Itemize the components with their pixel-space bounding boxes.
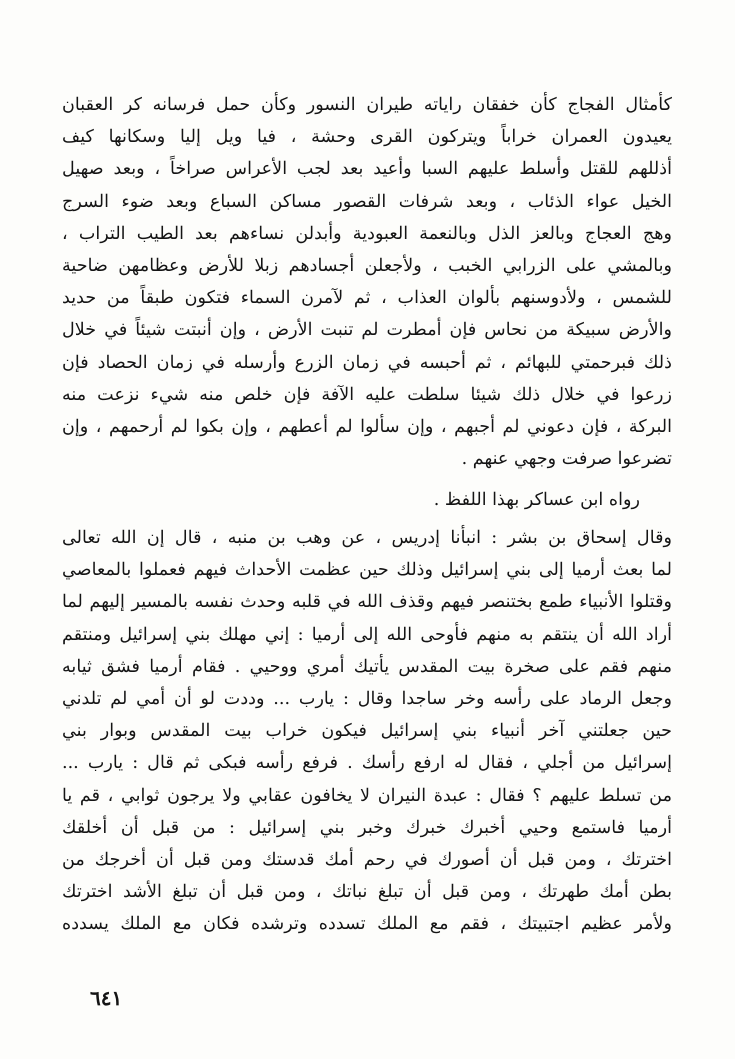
text-line: وقتلوا الأنبياء طمع بختنصر فيهم وقذف الله في قلبه وحدث نفسه بالمسير إليهم لما: [62, 592, 672, 613]
text-line: ولأمر عظيم اجتبيتك ، فقم مع الملك تسدده وترشده فكان مع الملك يسدده: [62, 914, 672, 935]
text-line: البركة ، فإن دعوني لم أجبهم ، وإن سألوا لم أعطهم ، وإن بكوا لم أرحمهم ، وإن: [62, 416, 672, 437]
text-line: ذلك فبرحمتي للبهائم ، ثم أحبسه في زمان الزرع وأرسله في زمان الحصاد فإن: [62, 352, 672, 373]
text-line: الخيل عواء الذئاب ، وبعد شرفات القصور مساكن السباع وبعد ضوء السرج: [62, 191, 672, 212]
text-line: أذللهم للقتل وأسلط عليهم السبا وأعيد بعد لجب الأعراس صراخاً ، وبعد صهيل: [62, 159, 672, 180]
text-line: إسرائيل من أجلي ، فقال له ارفع رأسك . فرفع رأسه فبكى ثم قال : يارب ...: [62, 753, 672, 774]
text-line: من تسلط عليهم ؟ فقال : عبدة النيران لا يخافون عقابي ولا يرجون ثوابي ، قم يا: [62, 785, 672, 806]
text-line: يعيدون العمران خراباً ويتركون القرى وحشة ، فيا ويل إليا وسكانها كيف: [62, 127, 672, 148]
text-line: لما بعث أرميا إلى بني إسرائيل وذلك حين عظمت الأحداث فيهم فعملوا بالمعاصي: [62, 560, 672, 581]
text-line: وهج العجاج وبالعز الذل وبالنعمة العبودية وأبدلن نساءهم بعد الطيب التراب ،: [62, 223, 672, 244]
text-line: بطن أمك طهرتك ، ومن قبل أن تبلغ نباتك ، ومن قبل أن تبلغ الأشد اخترتك: [62, 882, 672, 903]
page-number: ٦٤١: [90, 986, 123, 1010]
citation-line: رواه ابن عساكر بهذا اللفظ .: [433, 490, 640, 510]
text-line: زرعوا في خلال ذلك شيئا سلطت عليه الآفة فإن خلص منه شيء نزعت منه: [62, 384, 672, 405]
paragraph-1: [62, 89, 672, 475]
text-line: أرميا فاستمع وحيي أخبرك خبرك وخبر بني إسرائيل : من قبل أن أخلقك: [62, 817, 672, 838]
paragraph-2: [62, 522, 672, 940]
text-line: حين جعلتني آخر أنبياء بني إسرائيل فيكون خراب بيت المقدس وبوار بني: [62, 721, 672, 742]
text-line: تضرعوا صرفت وجهي عنهم .: [461, 449, 672, 470]
text-line: وبالمشي على الزرابي الخبب ، ولأجعلن أجسادهم زبلا للأرض وعظامهن ضاحية: [62, 255, 672, 276]
text-line: كأمثال الفجاج كأن خفقان راياته طيران النسور وكأن حمل فرسانه كر العقبان: [62, 95, 672, 115]
text-line: أراد الله أن ينتقم به منهم فأوحى الله إلى أرميا : إني مهلك بني إسرائيل ومنتقم: [62, 624, 672, 645]
text-line: منهم فقم على صخرة بيت المقدس يأتيك أمري ووحيي . فقام أرميا فشق ثيابه: [62, 656, 672, 677]
text-line: اخترتك ، ومن قبل أن أصورك في رحم أمك قدستك ومن قبل أن أخرجك من: [62, 849, 672, 870]
text-line: وقال إسحاق بن بشر : انبأنا إدريس ، عن وهب بن منبه ، قال إن الله تعالى: [62, 528, 672, 548]
text-line: وجعل الرماد على رأسه وخر ساجدا وقال : يارب ... وددت لو أن أمي لم تلدني: [62, 688, 672, 709]
text-line: والأرض سبيكة من نحاس فإن أمطرت لم تنبت الأرض ، وإن أنبتت شيئاً في خلال: [62, 320, 672, 341]
text-line: للشمس ، ولأدوسنهم بألوان العذاب ، ثم لآمرن السماء فتكون طبقاً من حديد: [62, 288, 672, 309]
